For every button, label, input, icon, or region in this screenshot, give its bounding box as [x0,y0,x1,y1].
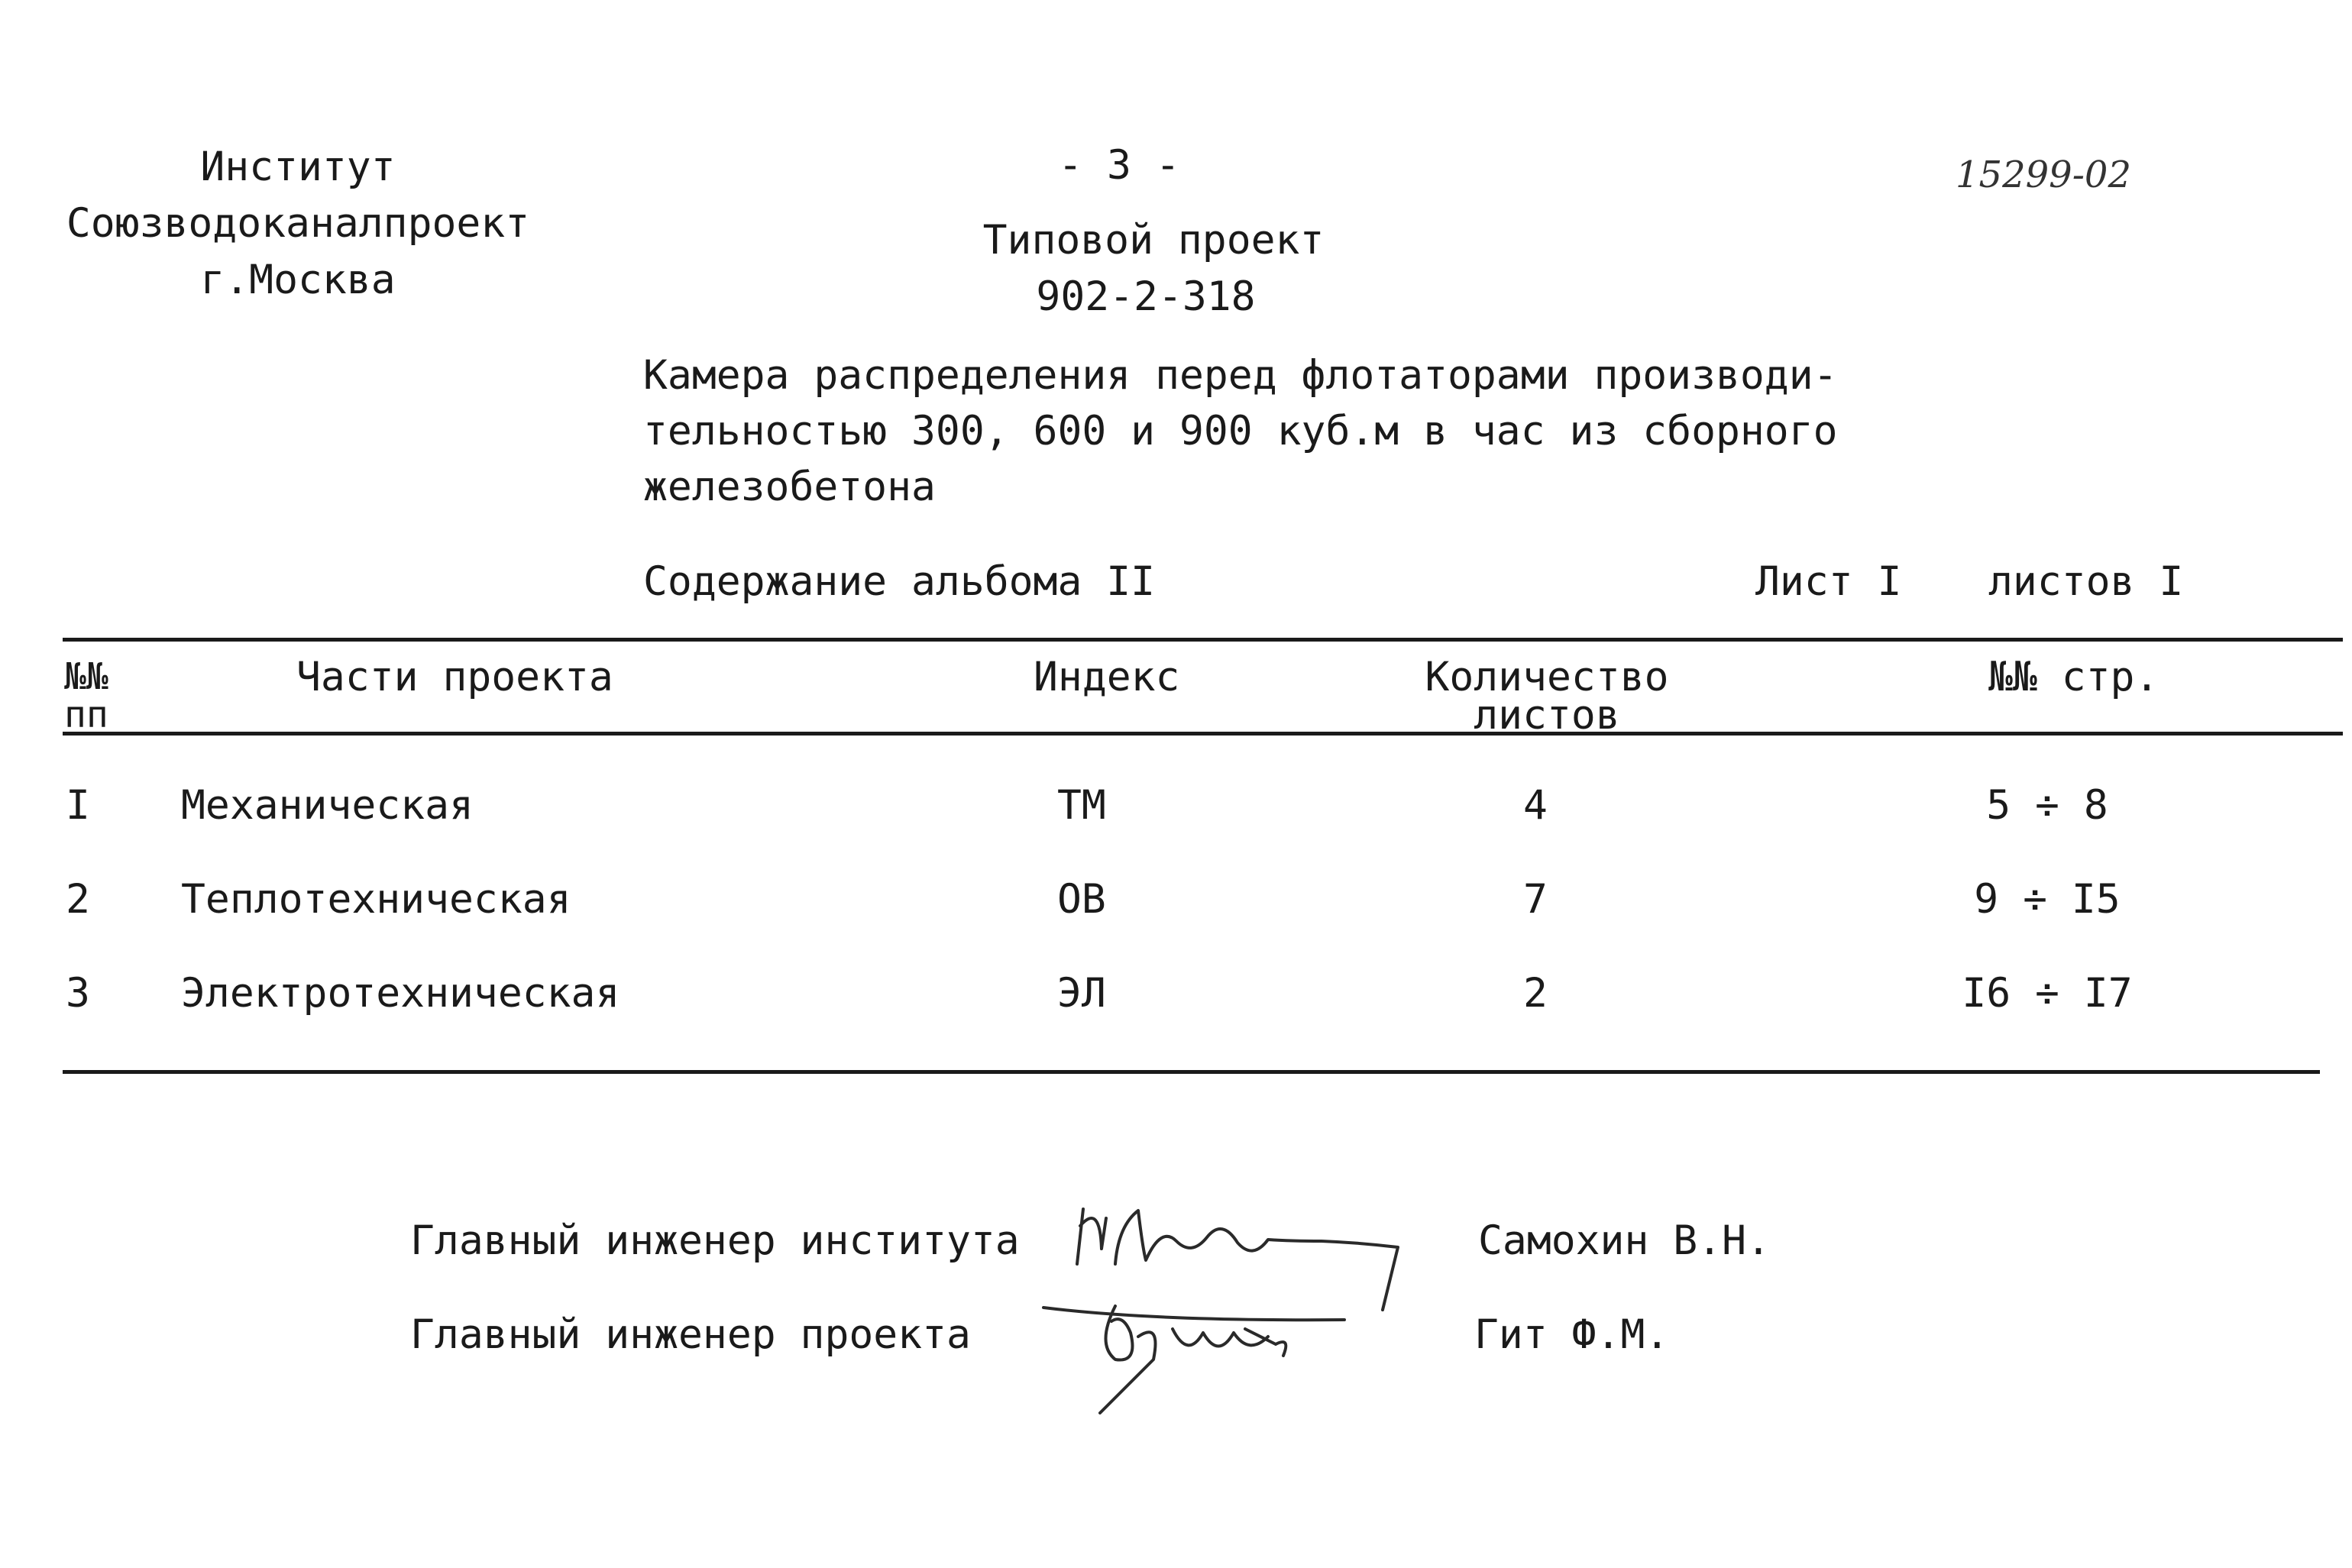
table-row [0,782,2352,846]
row-number: 3 [66,970,90,1017]
project-number: 902-2-318 [1036,273,1256,320]
description-line3: железобетона [643,464,936,510]
signature-name: Гит Ф.М. [1474,1311,1670,1358]
header-num-line2: пп [64,693,108,736]
row-pages: 9 ÷ I5 [1974,876,2121,923]
header-count-line2: листов [1474,692,1620,739]
signature-name: Самохин В.Н. [1478,1217,1771,1264]
header-num-line1: №№ [64,655,108,698]
contents-title: Содержание альбома II [643,558,1156,605]
row-number: 2 [66,876,90,923]
row-count: 7 [1523,876,1548,923]
row-part: Электротехническая [181,970,620,1017]
sheet-number: Лист I [1755,558,1902,605]
header-part: Части проекта [296,654,613,700]
header-count-line1: Количество [1425,654,1669,700]
signature-scribble [1039,1291,1367,1421]
page-number: - 3 - [1058,142,1180,189]
row-pages: 5 ÷ 8 [1986,782,2108,829]
table-row [0,876,2352,940]
row-number: I [66,782,90,829]
header-bottom-rule [63,732,2343,736]
sheets-total: листов I [1988,558,2184,605]
header-index: Индекс [1034,654,1180,700]
archive-number: 15299-02 [1956,154,2131,196]
table-top-rule [63,638,2343,642]
row-index: ЭЛ [1057,970,1106,1017]
handwritten-signature [1039,1291,1367,1421]
institute-city: г.Москва [200,257,396,303]
row-count: 4 [1523,782,1548,829]
signature-role: Главный инженер института [410,1217,1020,1264]
row-part: Теплотехническая [181,876,571,923]
row-count: 2 [1523,970,1548,1017]
header-pages: №№ стр. [1988,654,2160,700]
table-row [0,970,2352,1034]
description-line1: Камера распределения перед флотаторами производи- [643,352,1838,399]
table-bottom-rule [63,1070,2320,1074]
row-index: ОВ [1057,876,1106,923]
row-part: Механическая [181,782,474,829]
institute-name-line2: Союзводоканалпроект [66,200,530,247]
row-pages: I6 ÷ I7 [1962,970,2133,1017]
institute-name-line1: Институт [200,144,396,190]
project-label: Типовой проект [982,217,1325,263]
signature-role: Главный инженер проекта [410,1311,971,1358]
row-index: ТМ [1057,782,1106,829]
description-line2: тельностью 300, 600 и 900 куб.м в час из сборного [643,408,1838,454]
